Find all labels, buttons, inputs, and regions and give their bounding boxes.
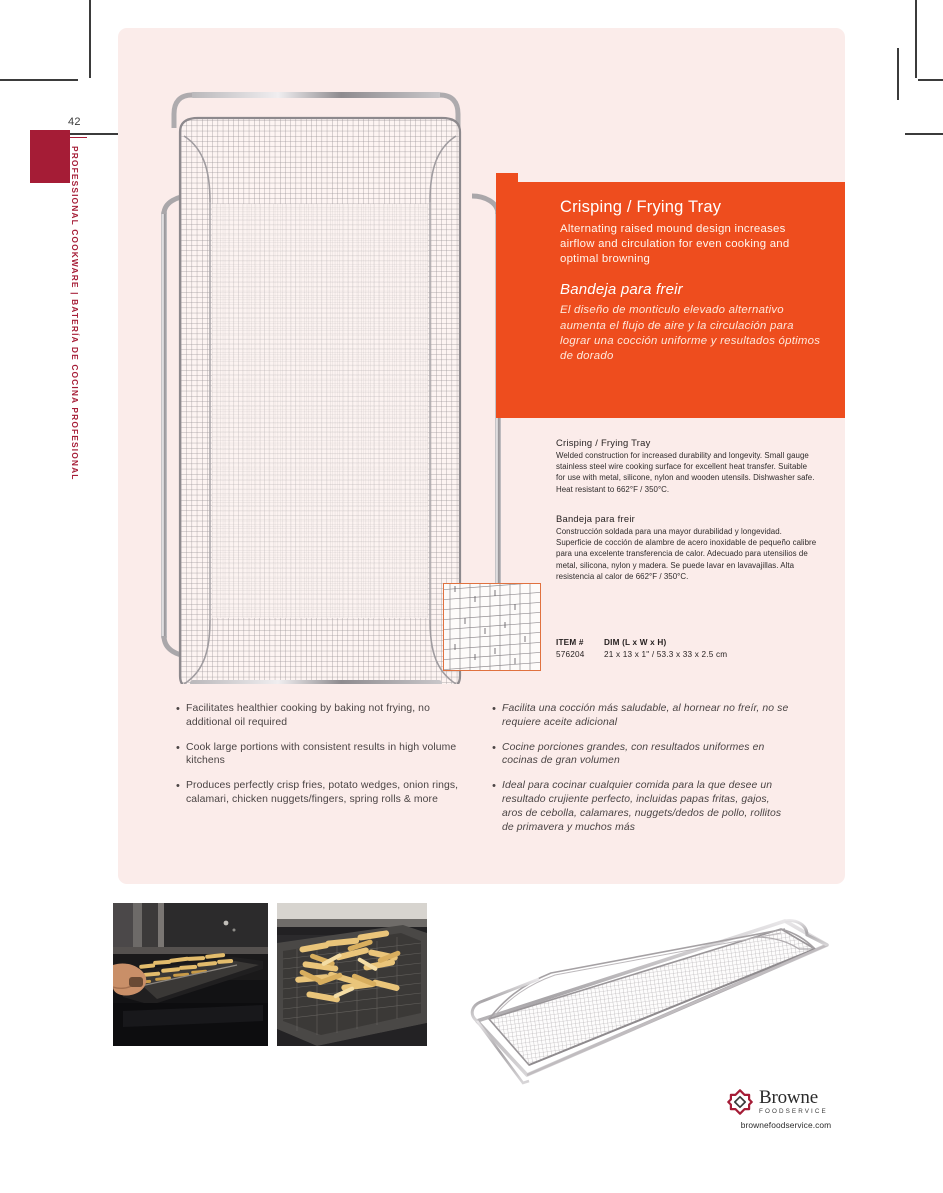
page-number: 42: [68, 116, 81, 128]
callout-step-block: [496, 173, 518, 418]
item-table: [556, 637, 818, 662]
photo-fries-illustration: [277, 903, 427, 1046]
photo-oven-tray-illustration: [113, 903, 268, 1046]
product-3d-view: [455, 915, 835, 1095]
photo-oven-tray: [113, 903, 268, 1046]
rail-divider: [70, 137, 87, 138]
crop-mark-top-left-h: [0, 79, 78, 81]
bullet-marker: •: [492, 741, 496, 754]
logo-website-url[interactable]: brownefoodservice.com: [740, 1120, 832, 1131]
spec-body-en: Welded construction for increased durability and longevity. Small gauge stainless steel wire cooking surface for excellent heat transfer. Suitable for use with metal, silicone, nylon and wooden utensils. Dishwasher safe. Heat resistant to 662°F / 350°C.: [556, 451, 815, 494]
bullet-marker: •: [176, 703, 180, 715]
list-item: [176, 702, 466, 730]
crop-mark-top-right-v: [915, 0, 917, 78]
photo-fries-on-tray: [277, 903, 427, 1046]
section-rail-label-text: PROFESSIONAL COOKWARE | BATERÍA DE COCINA PROFESIONAL: [70, 146, 80, 481]
mesh-detail-inset: [443, 583, 541, 671]
specification-block: [556, 437, 818, 582]
list-item-text: Ideal para cocinar cualquier comida para la que desee un resultado crujiente perfecto, incluidas papas fritas, gajos, aros de cebolla, calamares, nuggets/dedos de pollo, rollitos de primavera y muchos más: [502, 780, 782, 833]
crop-mark-top-left-v: [89, 0, 91, 78]
list-item: [176, 741, 466, 769]
callout-title-en: Crisping / Frying Tray: [560, 198, 722, 216]
feature-list-es: [492, 702, 792, 846]
callout-subtitle-es: El diseño de monticulo elevado alternativo aumenta el flujo de aire y la circulación para lograr una cocción uniforme y resultados óptimos de dorado: [560, 304, 821, 363]
product-callout: [518, 182, 845, 418]
list-item-text: Facilitates healthier cooking by baking not frying, no additional oil required: [186, 703, 430, 728]
table-row: [556, 649, 818, 661]
bullet-marker: •: [492, 703, 496, 715]
bullet-marker: •: [176, 741, 180, 754]
cell-item-number: 576204: [556, 650, 585, 660]
list-item: [176, 779, 466, 807]
list-item-text: Produces perfectly crisp fries, potato wedges, onion rings, calamari, chicken nuggets/fingers, spring rolls & more: [186, 780, 459, 806]
list-item-text: Facilita una cocción más saludable, al hornear no freír, no se requiere aceite adicional: [502, 703, 789, 728]
list-item-text: Cook large portions with consistent results in high volume kitchens: [186, 741, 457, 767]
spec-heading-en: Crisping / Frying Tray: [556, 437, 651, 448]
list-item: [492, 779, 792, 834]
callout-subtitle-en: Alternating raised mound design increases airflow and circulation for even cooking and optimal browning: [560, 222, 790, 266]
browne-diamond-logo-icon: [727, 1089, 753, 1115]
bullet-marker: •: [176, 780, 180, 793]
spec-heading-es: Bandeja para freir: [556, 512, 636, 524]
table-header-row: [556, 637, 818, 649]
section-rail-label: [62, 146, 84, 486]
column-header-dim: DIM (L x W x H): [604, 638, 667, 647]
brand-logo: [727, 1088, 845, 1136]
feature-list-en: [176, 702, 466, 818]
crisping-tray-3d-illustration: [455, 915, 835, 1095]
list-item-text: Cocine porciones grandes, con resultados uniformes en cocinas de gran volumen: [502, 741, 765, 767]
crop-mark-top-right-inner-h: [905, 133, 943, 135]
logo-tagline: FOODSERVICE: [759, 1108, 828, 1115]
crop-mark-top-right-h: [918, 79, 943, 81]
column-header-item: ITEM #: [556, 638, 584, 647]
list-item: [492, 741, 792, 769]
cell-dimensions: 21 x 13 x 1" / 53.3 x 33 x 2.5 cm: [604, 650, 728, 660]
spec-body-es: Construcción soldada para una mayor durabilidad y longevidad. Superficie de cocción de alambre de acero inoxidable de pequeño calibre para una excelente transferencia de calor. Adecuado para utensilios de metal, silicona, nylon y madera. Se puede lavar en lavavajillas. Alta resistencia al calor de 662°F / 350°C.: [556, 526, 817, 581]
callout-title-es: Bandeja para freir: [560, 281, 683, 299]
logo-brand-name: Browne: [759, 1087, 818, 1108]
crop-mark-top-right-inner-v: [897, 48, 899, 100]
list-item: [492, 702, 792, 730]
mesh-closeup-illustration: [444, 584, 540, 670]
bullet-marker: •: [492, 780, 496, 793]
